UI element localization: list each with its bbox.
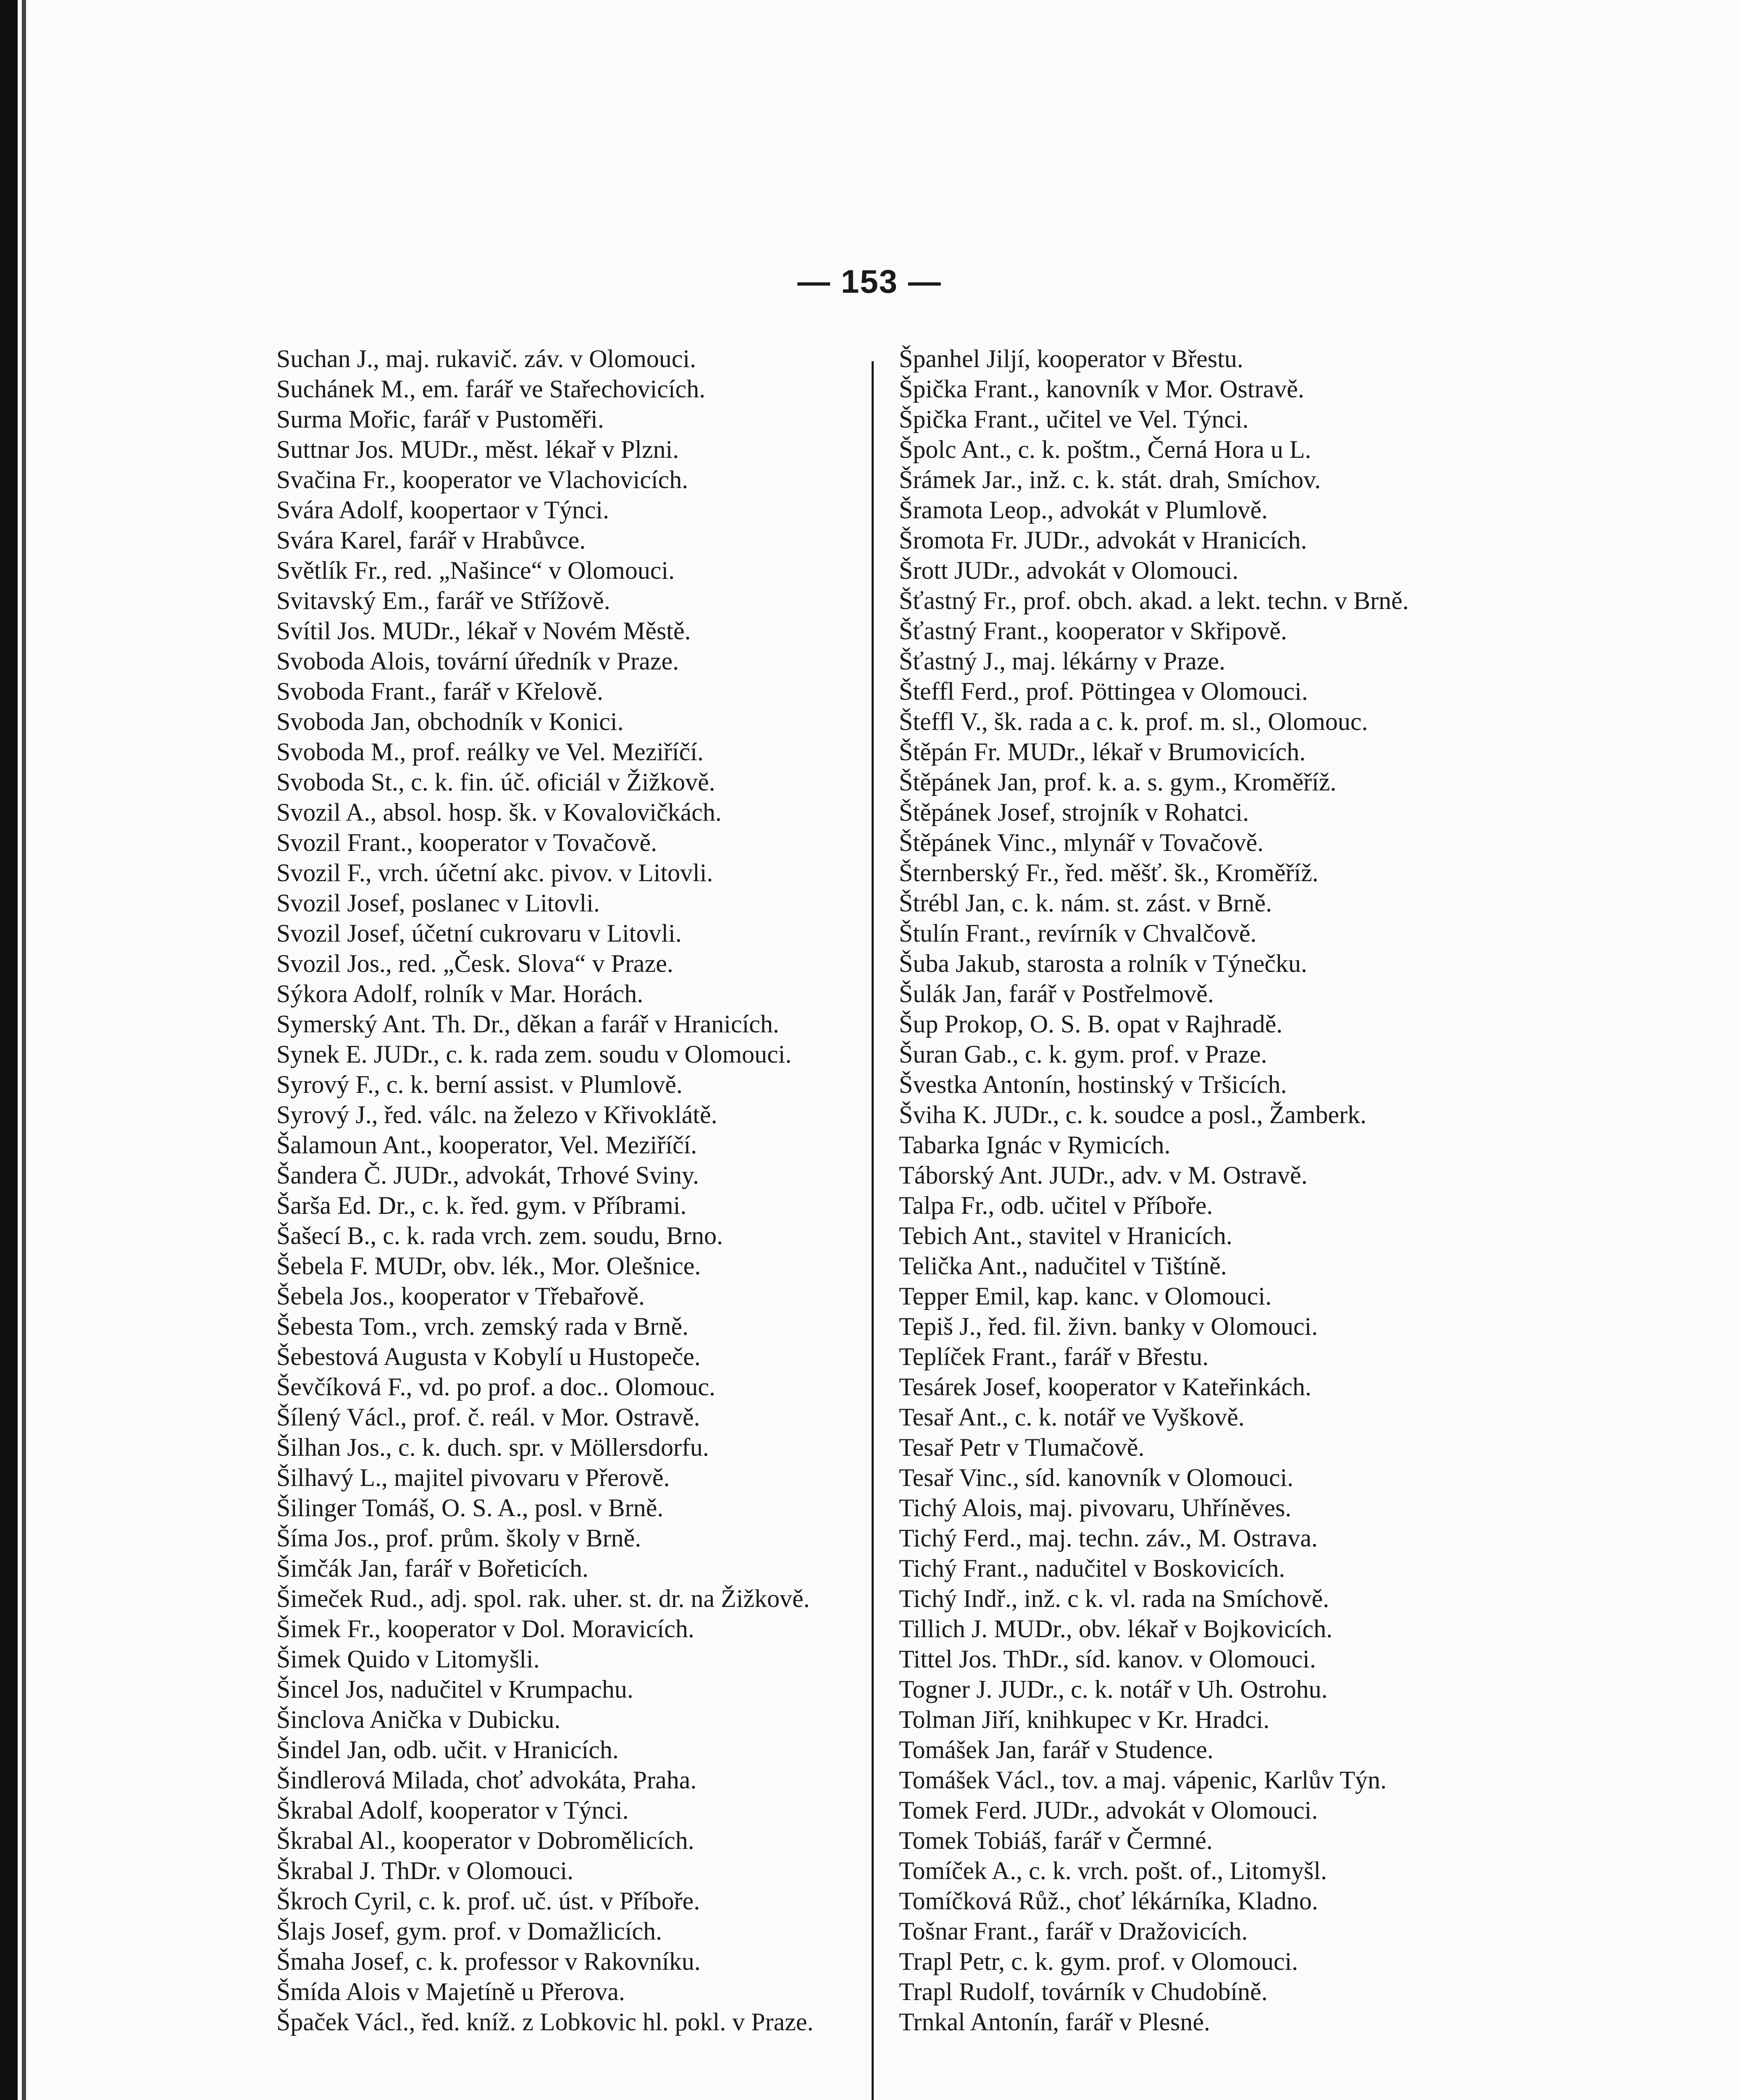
directory-entry: Svoboda Frant., farář v Křelově.: [276, 677, 604, 705]
directory-entry: Šíma Jos., prof. prům. školy v Brně.: [276, 1524, 641, 1552]
directory-entry: Teplíček Frant., farář v Břestu.: [899, 1343, 1209, 1370]
directory-entry: Svozil Frant., kooperator v Tovačově.: [276, 829, 657, 856]
directory-entry: Svozil Jos., red. „Česk. Slova“ v Praze.: [276, 950, 673, 977]
directory-entry: Trapl Petr, c. k. gym. prof. v Olomouci.: [899, 1948, 1298, 1975]
directory-entry: Tebich Ant., stavitel v Hranicích.: [899, 1222, 1232, 1250]
directory-entry: Svozil A., absol. hosp. šk. v Kovalovičkách.: [276, 798, 722, 826]
directory-entry: Svačina Fr., kooperator ve Vlachovicích.: [276, 466, 688, 494]
directory-entry: Svozil Josef, poslanec v Litovli.: [276, 889, 600, 917]
directory-entry: Tesař Petr v Tlumačově.: [899, 1433, 1145, 1461]
directory-entry: Tesař Ant., c. k. notář ve Vyškově.: [899, 1403, 1245, 1431]
directory-entry: Tomášek Jan, farář v Studence.: [899, 1736, 1214, 1764]
directory-entry: Tolman Jiří, knihkupec v Kr. Hradci.: [899, 1706, 1270, 1733]
directory-entry: Togner J. JUDr., c. k. notář v Uh. Ostrohu.: [899, 1675, 1328, 1703]
directory-entry: Svoboda M., prof. reálky ve Vel. Meziříčí.: [276, 738, 704, 766]
right-column: [899, 344, 1483, 2037]
directory-entry: Synek E. JUDr., c. k. rada zem. soudu v Olomouci.: [276, 1040, 792, 1068]
directory-entry: Tichý Ferd., maj. techn. záv., M. Ostrava.: [899, 1524, 1318, 1552]
directory-entry: Šrott JUDr., advokát v Olomouci.: [899, 556, 1239, 584]
directory-entry: Tittel Jos. ThDr., síd. kanov. v Olomouci.: [899, 1645, 1316, 1673]
directory-entry: Světlík Fr., red. „Našince“ v Olomouci.: [276, 556, 675, 584]
directory-entry: Svitavský Em., farář ve Střížově.: [276, 587, 610, 614]
column-divider: [872, 361, 874, 2100]
directory-entry: Šťastný Fr., prof. obch. akad. a lekt. techn. v Brně.: [899, 587, 1409, 614]
scan-binding-edge: [0, 0, 18, 2100]
directory-entry: Šulák Jan, farář v Postřelmově.: [899, 980, 1214, 1008]
directory-entry: Škrabal Al., kooperator v Dobromělicích.: [276, 1827, 694, 1854]
directory-entry: Svoboda St., c. k. fin. úč. oficiál v Žižkově.: [276, 768, 715, 796]
directory-entry: Štěpán Fr. MUDr., lékař v Brumovicích.: [899, 738, 1306, 766]
directory-entry: Sýkora Adolf, rolník v Mar. Horách.: [276, 980, 644, 1008]
directory-entry: Šilinger Tomáš, O. S. A., posl. v Brně.: [276, 1494, 664, 1522]
directory-entry: Tomíčková Růž., choť lékárníka, Kladno.: [899, 1887, 1318, 1915]
directory-entry: Trapl Rudolf, továrník v Chudobíně.: [899, 1978, 1268, 2006]
directory-entry: Štěpánek Jan, prof. k. a. s. gym., Kroměříž.: [899, 768, 1337, 796]
directory-entry: Štěpánek Josef, strojník v Rohatci.: [899, 798, 1249, 826]
directory-entry: Tichý Frant., nadučitel v Boskovicích.: [899, 1554, 1285, 1582]
directory-entry: Tošnar Frant., farář v Dražovicích.: [899, 1917, 1248, 1945]
directory-entry: Suchan J., maj. rukavič. záv. v Olomouci.: [276, 345, 696, 373]
directory-entry: Tesárek Josef, kooperator v Kateřinkách.: [899, 1373, 1312, 1401]
directory-entry: Svoboda Alois, tovární úředník v Praze.: [276, 647, 679, 675]
directory-entry: Špaček Václ., řed. kníž. z Lobkovic hl. pokl. v Praze.: [276, 2008, 814, 2036]
directory-entry: Šebestová Augusta v Kobylí u Hustopeče.: [276, 1343, 701, 1370]
directory-entry: Syrový F., c. k. berní assist. v Plumlově.: [276, 1071, 683, 1098]
directory-entry: Šinclova Anička v Dubicku.: [276, 1706, 561, 1733]
directory-entry: Trnkal Antonín, farář v Plesné.: [899, 2008, 1211, 2036]
directory-entry: Škrabal Adolf, kooperator v Týnci.: [276, 1796, 629, 1824]
directory-entry: Šindlerová Milada, choť advokáta, Praha.: [276, 1766, 697, 1794]
directory-entry: Svozil Josef, účetní cukrovaru v Litovli.: [276, 919, 682, 947]
directory-entry: Šimeček Rud., adj. spol. rak. uher. st. dr. na Žižkově.: [276, 1585, 810, 1612]
directory-entry: Šašecí B., c. k. rada vrch. zem. soudu, Brno.: [276, 1222, 723, 1250]
directory-entry: Tichý Alois, maj. pivovaru, Uhříněves.: [899, 1494, 1292, 1522]
page-number: — 153 —: [797, 263, 942, 300]
directory-entry: Šmaha Josef, c. k. professor v Rakovníku.: [276, 1948, 701, 1975]
directory-entry: Svítil Jos. MUDr., lékař v Novém Městě.: [276, 617, 691, 645]
directory-entry: Surma Mořic, farář v Pustoměři.: [276, 405, 604, 433]
directory-entry: Škrabal J. ThDr. v Olomouci.: [276, 1857, 574, 1885]
directory-entry: Šebesta Tom., vrch. zemský rada v Brně.: [276, 1312, 689, 1340]
directory-entry: Štrébl Jan, c. k. nám. st. zást. v Brně.: [899, 889, 1272, 917]
directory-entry: Šuba Jakub, starosta a rolník v Týnečku.: [899, 950, 1308, 977]
directory-entry: Syrový J., řed. válc. na železo v Křivoklátě.: [276, 1101, 717, 1129]
directory-entry: Šimek Quido v Litomyšli.: [276, 1645, 540, 1673]
directory-entry: Ševčíková F., vd. po prof. a doc.. Olomouc.: [276, 1373, 716, 1401]
directory-entry: Štěpánek Vinc., mlynář v Tovačově.: [899, 829, 1264, 856]
directory-entry: Tabarka Ignác v Rymicích.: [899, 1131, 1171, 1159]
directory-entry: Šteffl V., šk. rada a c. k. prof. m. sl., Olomouc.: [899, 708, 1368, 735]
directory-entry: Šimčák Jan, farář v Bořeticích.: [276, 1554, 589, 1582]
directory-entry: Tomášek Václ., tov. a maj. vápenic, Karlův Týn.: [899, 1766, 1387, 1794]
directory-entry: Suchánek M., em. farář ve Stařechovicích.: [276, 375, 706, 403]
scan-binding-shadow: [22, 0, 26, 2100]
directory-entry: Škroch Cyril, c. k. prof. uč. úst. v Příboře.: [276, 1887, 700, 1915]
directory-entry: Svoboda Jan, obchodník v Konici.: [276, 708, 624, 735]
directory-entry: Šarša Ed. Dr., c. k. řed. gym. v Příbrami.: [276, 1192, 687, 1219]
directory-entry: Šternberský Fr., řed. měšť. šk., Kroměříž.: [899, 859, 1319, 887]
directory-entry: Tillich J. MUDr., obv. lékař v Bojkovicích.: [899, 1615, 1333, 1643]
directory-entry: Šindel Jan, odb. učit. v Hranicích.: [276, 1736, 619, 1764]
directory-entry: Šebela Jos., kooperator v Třebařově.: [276, 1282, 645, 1310]
directory-entry: Šťastný J., maj. lékárny v Praze.: [899, 647, 1226, 675]
directory-entry: Šmída Alois v Majetíně u Přerova.: [276, 1978, 625, 2006]
directory-entry: Španhel Jiljí, kooperator v Břestu.: [899, 345, 1243, 373]
directory-entry: Šilhan Jos., c. k. duch. spr. v Möllersdorfu.: [276, 1433, 709, 1461]
directory-entry: Symerský Ant. Th. Dr., děkan a farář v Hranicích.: [276, 1010, 779, 1038]
left-column: [276, 344, 858, 2037]
directory-entry: Šup Prokop, O. S. B. opat v Rajhradě.: [899, 1010, 1283, 1038]
directory-entry: Táborský Ant. JUDr., adv. v M. Ostravě.: [899, 1161, 1308, 1189]
directory-entry: Šalamoun Ant., kooperator, Vel. Meziříčí.: [276, 1131, 697, 1159]
directory-entry: Švestka Antonín, hostinský v Tršicích.: [899, 1071, 1287, 1098]
directory-entry: Talpa Fr., odb. učitel v Příboře.: [899, 1192, 1213, 1219]
directory-entry: Tepper Emil, kap. kanc. v Olomouci.: [899, 1282, 1272, 1310]
directory-entry: Šromota Fr. JUDr., advokát v Hranicích.: [899, 526, 1307, 554]
directory-entry: Šviha K. JUDr., c. k. soudce a posl., Žamberk.: [899, 1101, 1367, 1129]
directory-entry: Šťastný Frant., kooperator v Skřipově.: [899, 617, 1287, 645]
directory-entry: Suttnar Jos. MUDr., měst. lékař v Plzni.: [276, 436, 679, 463]
directory-entry: Svára Adolf, koopertaor v Týnci.: [276, 496, 609, 524]
directory-entry: Šimek Fr., kooperator v Dol. Moravicích.: [276, 1615, 694, 1643]
directory-entry: Špička Frant., kanovník v Mor. Ostravě.: [899, 375, 1304, 403]
directory-entry: Šandera Č. JUDr., advokát, Trhové Sviny.: [276, 1161, 699, 1189]
directory-entry: Tomek Ferd. JUDr., advokát v Olomouci.: [899, 1796, 1318, 1824]
directory-entry: Šlajs Josef, gym. prof. v Domažlicích.: [276, 1917, 662, 1945]
directory-entry: Šincel Jos, nadučitel v Krumpachu.: [276, 1675, 633, 1703]
directory-entry: Šrámek Jar., inž. c. k. stát. drah, Smíchov.: [899, 466, 1321, 494]
directory-entry: Šuran Gab., c. k. gym. prof. v Praze.: [899, 1040, 1267, 1068]
directory-entry: Šilhavý L., majitel pivovaru v Přerově.: [276, 1464, 670, 1491]
directory-entry: Telička Ant., nadučitel v Tištíně.: [899, 1252, 1227, 1280]
directory-entry: Tepiš J., řed. fil. živn. banky v Olomouci.: [899, 1312, 1318, 1340]
directory-entry: Šramota Leop., advokát v Plumlově.: [899, 496, 1268, 524]
directory-entry: Šteffl Ferd., prof. Pöttingea v Olomouci.: [899, 677, 1308, 705]
directory-entry: Špička Frant., učitel ve Vel. Týnci.: [899, 405, 1249, 433]
directory-entry: Šílený Václ., prof. č. reál. v Mor. Ostravě.: [276, 1403, 700, 1431]
directory-entry: Tomíček A., c. k. vrch. pošt. of., Litomyšl.: [899, 1857, 1327, 1885]
directory-entry: Štulín Frant., revírník v Chvalčově.: [899, 919, 1257, 947]
directory-entry: Špolc Ant., c. k. poštm., Černá Hora u L.: [899, 436, 1311, 463]
directory-entry: Svára Karel, farář v Hrabůvce.: [276, 526, 586, 554]
directory-entry: Svozil F., vrch. účetní akc. pivov. v Litovli.: [276, 859, 713, 887]
directory-entry: Tesař Vinc., síd. kanovník v Olomouci.: [899, 1464, 1294, 1491]
directory-entry: Šebela F. MUDr, obv. lék., Mor. Olešnice.: [276, 1252, 701, 1280]
directory-entry: Tichý Indř., inž. c k. vl. rada na Smíchově.: [899, 1585, 1329, 1612]
directory-entry: Tomek Tobiáš, farář v Čermné.: [899, 1827, 1213, 1854]
